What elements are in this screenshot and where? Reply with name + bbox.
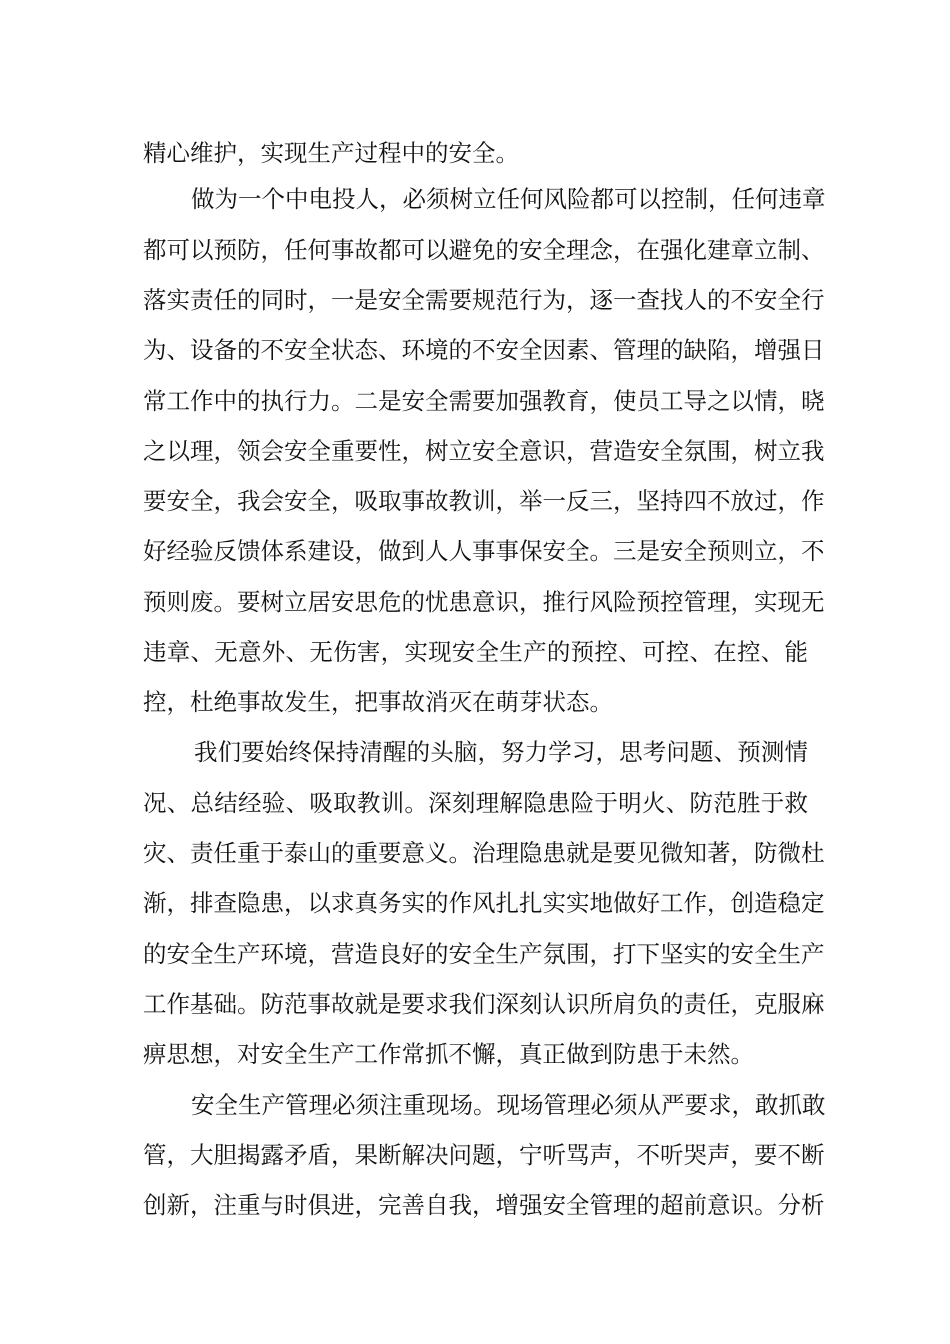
text-line-5: 为、设备的不安全状态、环境的不安全因素、管理的缺陷，增强日 (143, 336, 825, 364)
text-line-19: 痹思想，对安全生产工作常抓不懈，真正做到防患于未然。 (143, 1040, 754, 1068)
text-line-14: 况、总结经验、吸取教训。深刻理解隐患险于明火、防范胜于救 (143, 789, 808, 817)
text-line-10: 预则废。要树立居安思危的忧患意识，推行风险预控管理，实现无 (143, 588, 825, 616)
text-line-1: 精心维护，实现生产过程中的安全。 (143, 139, 519, 167)
text-line-17: 的安全生产环境，营造良好的安全生产氛围，打下坚实的安全生产 (143, 940, 825, 968)
text-line-3: 都可以预防，任何事故都可以避免的安全理念，在强化建章立制、 (143, 236, 825, 264)
text-line-18: 工作基础。防范事故就是要求我们深刻认识所肩负的责任，克服麻 (143, 990, 825, 1018)
text-line-9: 好经验反馈体系建设，做到人人事事保安全。三是安全预则立，不 (143, 537, 825, 565)
text-line-15: 灾、责任重于泰山的重要意义。治理隐患就是要见微知著，防微杜 (143, 839, 825, 867)
text-line-4: 落实责任的同时，一是安全需要规范行为，逐一查找人的不安全行 (143, 286, 825, 314)
text-line-8: 要安全，我会安全，吸取事故教训，举一反三，坚持四不放过，作 (143, 487, 825, 515)
text-line-6: 常工作中的执行力。二是安全需要加强教育，使员工导之以情，晓 (143, 387, 825, 415)
text-line-13: 我们要始终保持清醒的头脑，努力学习，思考问题、预测情 (194, 738, 808, 766)
text-line-7: 之以理，领会安全重要性，树立安全意识，营造安全氛围，树立我 (143, 437, 825, 465)
text-line-22: 创新，注重与时俱进，完善自我，增强安全管理的超前意识。分析 (143, 1191, 825, 1219)
text-line-16: 渐，排查隐患，以求真务实的作风扎扎实实地做好工作，创造稳定 (143, 889, 825, 917)
text-line-12: 控，杜绝事故发生，把事故消灭在萌芽状态。 (143, 688, 613, 716)
text-line-11: 违章、无意外、无伤害，实现安全生产的预控、可控、在控、能 (143, 638, 808, 666)
text-line-2: 做为一个中电投人，必须树立任何风险都可以控制，任何违章 (191, 185, 826, 213)
text-line-21: 管，大胆揭露矛盾，果断解决问题，宁听骂声，不听哭声，要不断 (143, 1141, 825, 1169)
text-line-20: 安全生产管理必须注重现场。现场管理必须从严要求，敢抓敢 (191, 1091, 826, 1119)
